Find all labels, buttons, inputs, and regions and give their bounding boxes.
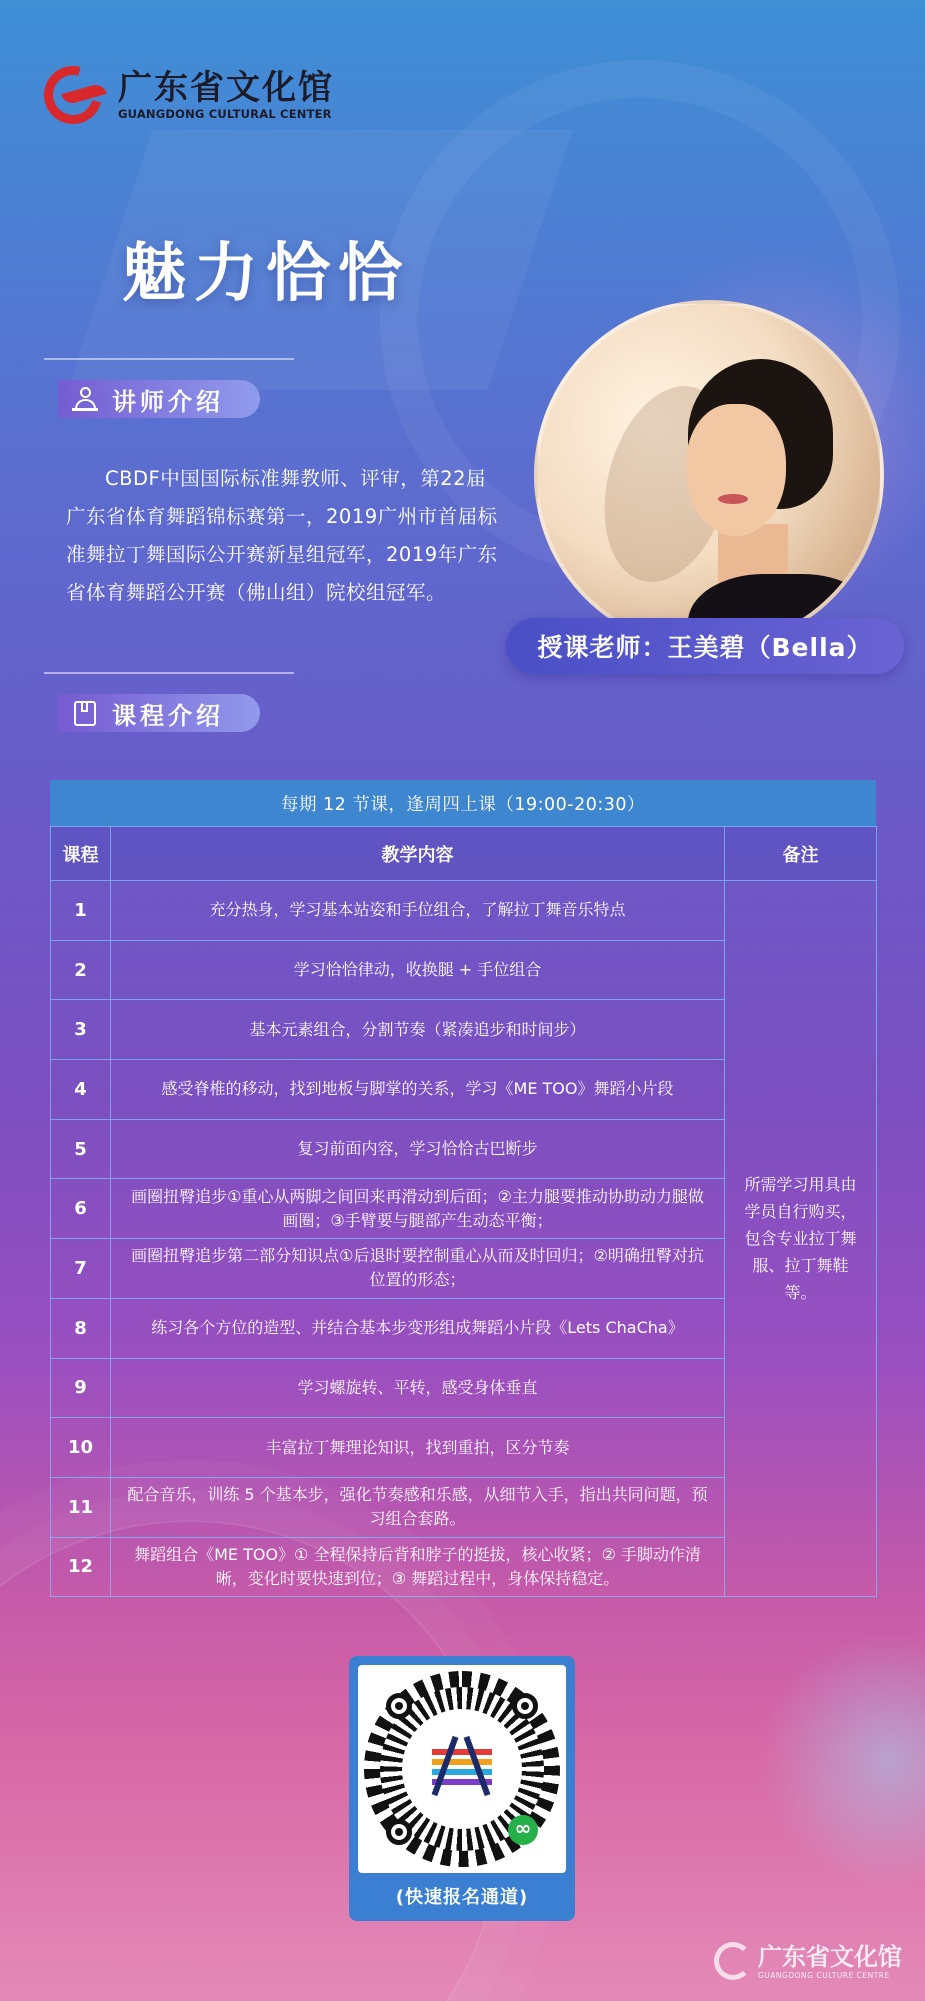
org-logo	[44, 66, 334, 124]
table-caption: 每期 12 节课，逢周四上课（19:00-20:30）	[50, 780, 876, 826]
teacher-intro: CBDF中国国际标准舞教师、评审，第22届广东省体育舞蹈锦标赛第一，2019广州市首届标准舞拉丁舞国际公开赛新星组冠军，2019年广东省体育舞蹈公开赛（佛山组）院校组冠军。	[66, 467, 498, 604]
table-row	[51, 881, 877, 941]
book-icon	[72, 700, 98, 726]
lesson-number: 8	[51, 1298, 111, 1358]
lesson-number: 3	[51, 1000, 111, 1060]
watermark-logo	[714, 1942, 902, 1980]
course-schedule-table	[50, 780, 876, 1597]
page-title: 魅力恰恰	[122, 236, 410, 311]
teacher-name-tag: 授课老师：王美碧（Bella）	[506, 618, 904, 674]
lesson-content: 舞蹈组合《ME TOO》① 全程保持后背和脖子的挺拔，核心收紧；② 手脚动作清晰，变化时要快速到位；③ 舞蹈过程中，身体保持稳定。	[111, 1537, 725, 1597]
watermark-mark-icon	[714, 1942, 752, 1980]
header-content: 教学内容	[111, 827, 725, 881]
lesson-number: 9	[51, 1358, 111, 1418]
lesson-content: 复习前面内容，学习恰恰古巴断步	[111, 1119, 725, 1179]
qr-code[interactable]	[358, 1665, 566, 1873]
lesson-number: 7	[51, 1239, 111, 1299]
lesson-number: 12	[51, 1537, 111, 1597]
qr-center-logo-icon	[428, 1731, 496, 1799]
lesson-number: 4	[51, 1060, 111, 1120]
lesson-content: 丰富拉丁舞理论知识，找到重拍，区分节奏	[111, 1418, 725, 1478]
section-label-course: 课程介绍	[112, 701, 224, 730]
watermark-name-cn: 广东省文化馆	[758, 1942, 902, 1971]
logo-name-cn: 广东省文化馆	[118, 68, 334, 108]
lesson-number: 11	[51, 1477, 111, 1537]
lesson-content: 基本元素组合，分割节奏（紧凑追步和时间步）	[111, 1000, 725, 1060]
lesson-number: 5	[51, 1119, 111, 1179]
lesson-number: 6	[51, 1179, 111, 1239]
lesson-content: 学习恰恰律动，收换腿 + 手位组合	[111, 940, 725, 1000]
lesson-content: 画圈扭臀追步第二部分知识点①后退时要控制重心从而及时回归；②明确扭臀对抗位置的形态；	[111, 1239, 725, 1299]
signup-qr-card[interactable]	[349, 1656, 575, 1921]
watermark-name-en: GUANGDONG CULTURE CENTRE	[758, 1970, 890, 1980]
header-note: 备注	[725, 827, 877, 881]
section-label-teacher: 讲师介绍	[112, 387, 224, 416]
lesson-content: 感受脊椎的移动，找到地板与脚掌的关系，学习《ME TOO》舞蹈小片段	[111, 1060, 725, 1120]
lesson-content: 画圈扭臀追步①重心从两脚之间回来再滑动到后面；②主力腿要推动协助动力腿做画圈；③手臂要与腿部产生动态平衡；	[111, 1179, 725, 1239]
lesson-number: 2	[51, 940, 111, 1000]
wechat-miniprogram-icon	[508, 1815, 538, 1845]
lesson-number: 10	[51, 1418, 111, 1478]
lesson-content: 配合音乐，训练 5 个基本步，强化节奏感和乐感，从细节入手，指出共同问题，预习组合套路。	[111, 1477, 725, 1537]
section-header-teacher	[58, 380, 260, 418]
course-table-grid	[50, 826, 877, 1597]
teacher-icon	[72, 386, 98, 412]
lesson-content: 练习各个方位的造型、并结合基本步变形组成舞蹈小片段《Lets ChaCha》	[111, 1298, 725, 1358]
table-header-row	[51, 827, 877, 881]
header-lesson: 课程	[51, 827, 111, 881]
section-header-course	[58, 694, 260, 732]
qr-caption: (快速报名通道)	[395, 1887, 529, 1908]
table-note: 所需学习用具由学员自行购买，包含专业拉丁舞服、拉丁舞鞋等。	[725, 881, 877, 1597]
teacher-portrait	[534, 300, 884, 650]
logo-name-en: GUANGDONG CULTURAL CENTER	[118, 107, 332, 121]
lesson-number: 1	[51, 881, 111, 941]
logo-mark-icon	[44, 66, 108, 124]
background-glow-bottom	[760, 1630, 925, 1890]
lesson-content: 充分热身，学习基本站姿和手位组合，了解拉丁舞音乐特点	[111, 881, 725, 941]
lesson-content: 学习螺旋转、平转，感受身体垂直	[111, 1358, 725, 1418]
